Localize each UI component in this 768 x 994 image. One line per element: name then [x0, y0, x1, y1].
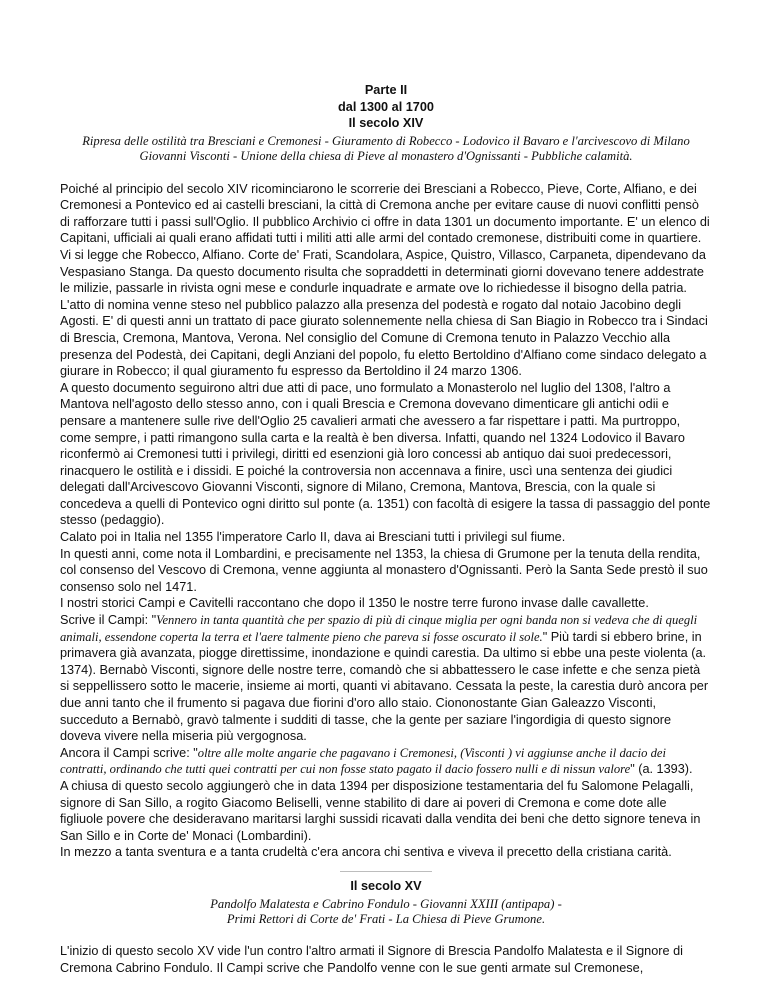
period-heading: dal 1300 al 1700	[338, 99, 434, 114]
century-heading: Il secolo XIV	[348, 116, 424, 131]
paragraph: In mezzo a tanta sventura e a tanta crudeltà c'era ancora chi sentiva e viveva il precetto della cristiana carità.	[60, 845, 672, 860]
section-subtitle: Ripresa delle ostilità tra Bresciani e Cremonesi - Giuramento di Robecco - Lodovico il Bavaro e l'arcivescovo di Milano Giovanni Visconti - Unione della chiesa di Pieve al monastero d'Ognissanti - Pubbliche calamità.	[82, 133, 690, 164]
paragraph-with-quote	[60, 745, 712, 778]
paragraph: L'atto di nomina venne steso nel pubblico palazzo alla presenza del podestà e rogato dal notaio Jacobino degli Agosti. E' di questi anni un trattato di pace giurato solennemente nella chiesa di San Biagio in Robecco tra i Sindaci di Brescia, Cremona, Mantova, Verona. Nel consiglio del Comune di Cremona tenuto in Palazzo Vecchio alla presenza del Podestà, dei Capitani, degli Anziani del popolo, fu eletto Bertoldino d'Alfiano come sindaco delegato a giurare in Robecco; il qual giuramento fu espresso da Bertoldino il 24 marzo 1306.	[60, 297, 708, 379]
paragraph: Calato poi in Italia nel 1355 l'imperatore Carlo II, dava ai Bresciani tutti i privilegi sul fiume.	[60, 530, 566, 545]
century-heading: Il secolo XV	[350, 878, 422, 893]
campi-quote: Vennero in tanta quantità che per spazio di più di cinque miglia per ogni banda non si vedeva che di quegli animali, essendone coperta la terra et l'aere talmente pieno che pareva si fosse oscurato il sole.	[60, 613, 698, 644]
subtitle-line: Primi Rettori di Corte de' Frati - La Chiesa di Pieve Grumone.	[226, 911, 546, 926]
spacer	[60, 927, 712, 943]
paragraph-text: " (a. 1393).	[630, 762, 693, 777]
paragraph: L'inizio di questo secolo XV vide l'un contro l'altro armati il Signore di Brescia Pandolfo Malatesta e il Signore di Cremona Cabrino Fondulo. Il Campi scrive che Pandolfo venne con le sue genti armate sul Cremonese,	[60, 944, 683, 975]
paragraph-text: Ancora il Campi scrive: "	[60, 745, 198, 760]
subtitle-line: Pandolfo Malatesta e Cabrino Fondulo - Giovanni XXIII (antipapa) -	[210, 896, 562, 911]
paragraph: Poiché al principio del secolo XIV ricominciarono le scorrerie dei Bresciani a Robecco, Pieve, Corte, Alfiano, e dei Cremonesi a Pontevico ed ai castelli bresciani, la città di Cremona anche per evitare cause di nuovi conflitti pensò di rafforzare tutti i passi sull'Oglio. Il pubblico Archivio ci offre in data 1301 un documento importante. E' un elenco di Capitani, ufficiali ai quali erano affidati tutti i militi atti alle armi del contado cremonese, distribuiti come in quartiere. Vi si legge che Robecco, Alfiano. Corte de' Frati, Scandolara, Aspice, Quistro, Villasco, Carpaneta, dipendevano da Vespasiano Stanga. Da questo documento risulta che sopraddetti in determinati giorni dovevano tenere addestrate le milizie, passarle in rivista ogni mese e condurle inquadrate e armate ove lo richiedesse il bisogno della patria.	[60, 181, 710, 296]
campi-quote: oltre alle molte angarie che pagavano i Cremonesi, (Visconti ) vi aggiunse anche il dacio dei contratti, ordinando che tutti quei contratti per cui non fosse stato pagato il dacio fossero nulli e di nissun valore	[60, 745, 666, 777]
paragraph: I nostri storici Campi e Cavitelli raccontano che dopo il 1350 le nostre terre furono invase dalle cavallette.	[60, 596, 649, 611]
paragraph-text: " Più tardi si ebbero brine, in primavera già avanzata, piogge direttissime, inondazione e quindi carestia. Da ultimo si ebbe una peste violenta (a. 1374). Bernabò Visconti, signore delle nostre terre, comandò che si abbattessero le case infette e che senza pietà si seppellissero sotto le macerie, insieme ai morti, quanti vi abitavano. Cessata la peste, la carestia durò ancora per due anni tanto che il frumento si pagava due fiorini d'oro allo staio. Ciononostante Gian Galeazzo Visconti, succeduto a Bernabò, gravò talmente i sudditi di tasse, che la gente per saziare l'ingordigia di questo signore doveva vivere nella miseria più vergognosa.	[60, 629, 709, 744]
part-heading: Parte II	[364, 83, 408, 97]
paragraph: In questi anni, come nota il Lombardini, e precisamente nel 1353, la chiesa di Grumone per la tenuta della rendita, col consenso del Vescovo di Cremona, venne aggiunta al monastero d'Ognissanti. Però la Santa Sede prestò il suo consenso solo nel 1471.	[60, 546, 708, 594]
paragraph: A questo documento seguirono altri due atti di pace, uno formulato a Monasterolo nel luglio del 1308, l'altro a Mantova nell'agosto dello stesso anno, con i quali Brescia e Cremona dovevano dimenticare gli antichi odii e pensare a mantenere sulle rive dell'Oglio 25 cavalieri armati che avessero a far rispettare i patti. Ma purtroppo, come sempre, i patti rimangono sulla carta e la realtà è ben diversa. Infatti, quando nel 1324 Lodovico il Bavaro riconfermò ai Cremonesi tutti i privilegi, diritti ed esenzioni già loro concessi ab antiquo dai suoi predecessori, rinacquero le ostilità e i dissidi. E poiché la controversia non accennava a finire, uscì una sentenza dei giudici delegati dall'Arcivescovo Giovanni Visconti, signore di Milano, Cremona, Mantova, Brescia, con la quale si concedeva a quelli di Pontevico ogni diritto sul ponte (a. 1351) con facoltà di esigere la tassa di passaggio del ponte stesso (pedaggio).	[60, 380, 711, 528]
spacer	[60, 165, 712, 181]
paragraph-with-quote	[60, 612, 712, 745]
section-divider	[340, 871, 432, 872]
paragraph-text: Scrive il Campi: "	[60, 613, 157, 628]
paragraph: A chiusa di questo secolo aggiungerò che in data 1394 per disposizione testamentaria del fu Salomone Pelagalli, signore di San Sillo, a rogito Giacomo Beliselli, venne stabilito di dare ai poveri di Cremona e come dote alle figliuole povere che desideravano maritarsi larghi sussidi ricavati dalla vendita dei beni che detto signore teneva in San Sillo e in Corte de' Monaci (Lombardini).	[60, 778, 701, 843]
section-subtitle	[70, 897, 702, 928]
